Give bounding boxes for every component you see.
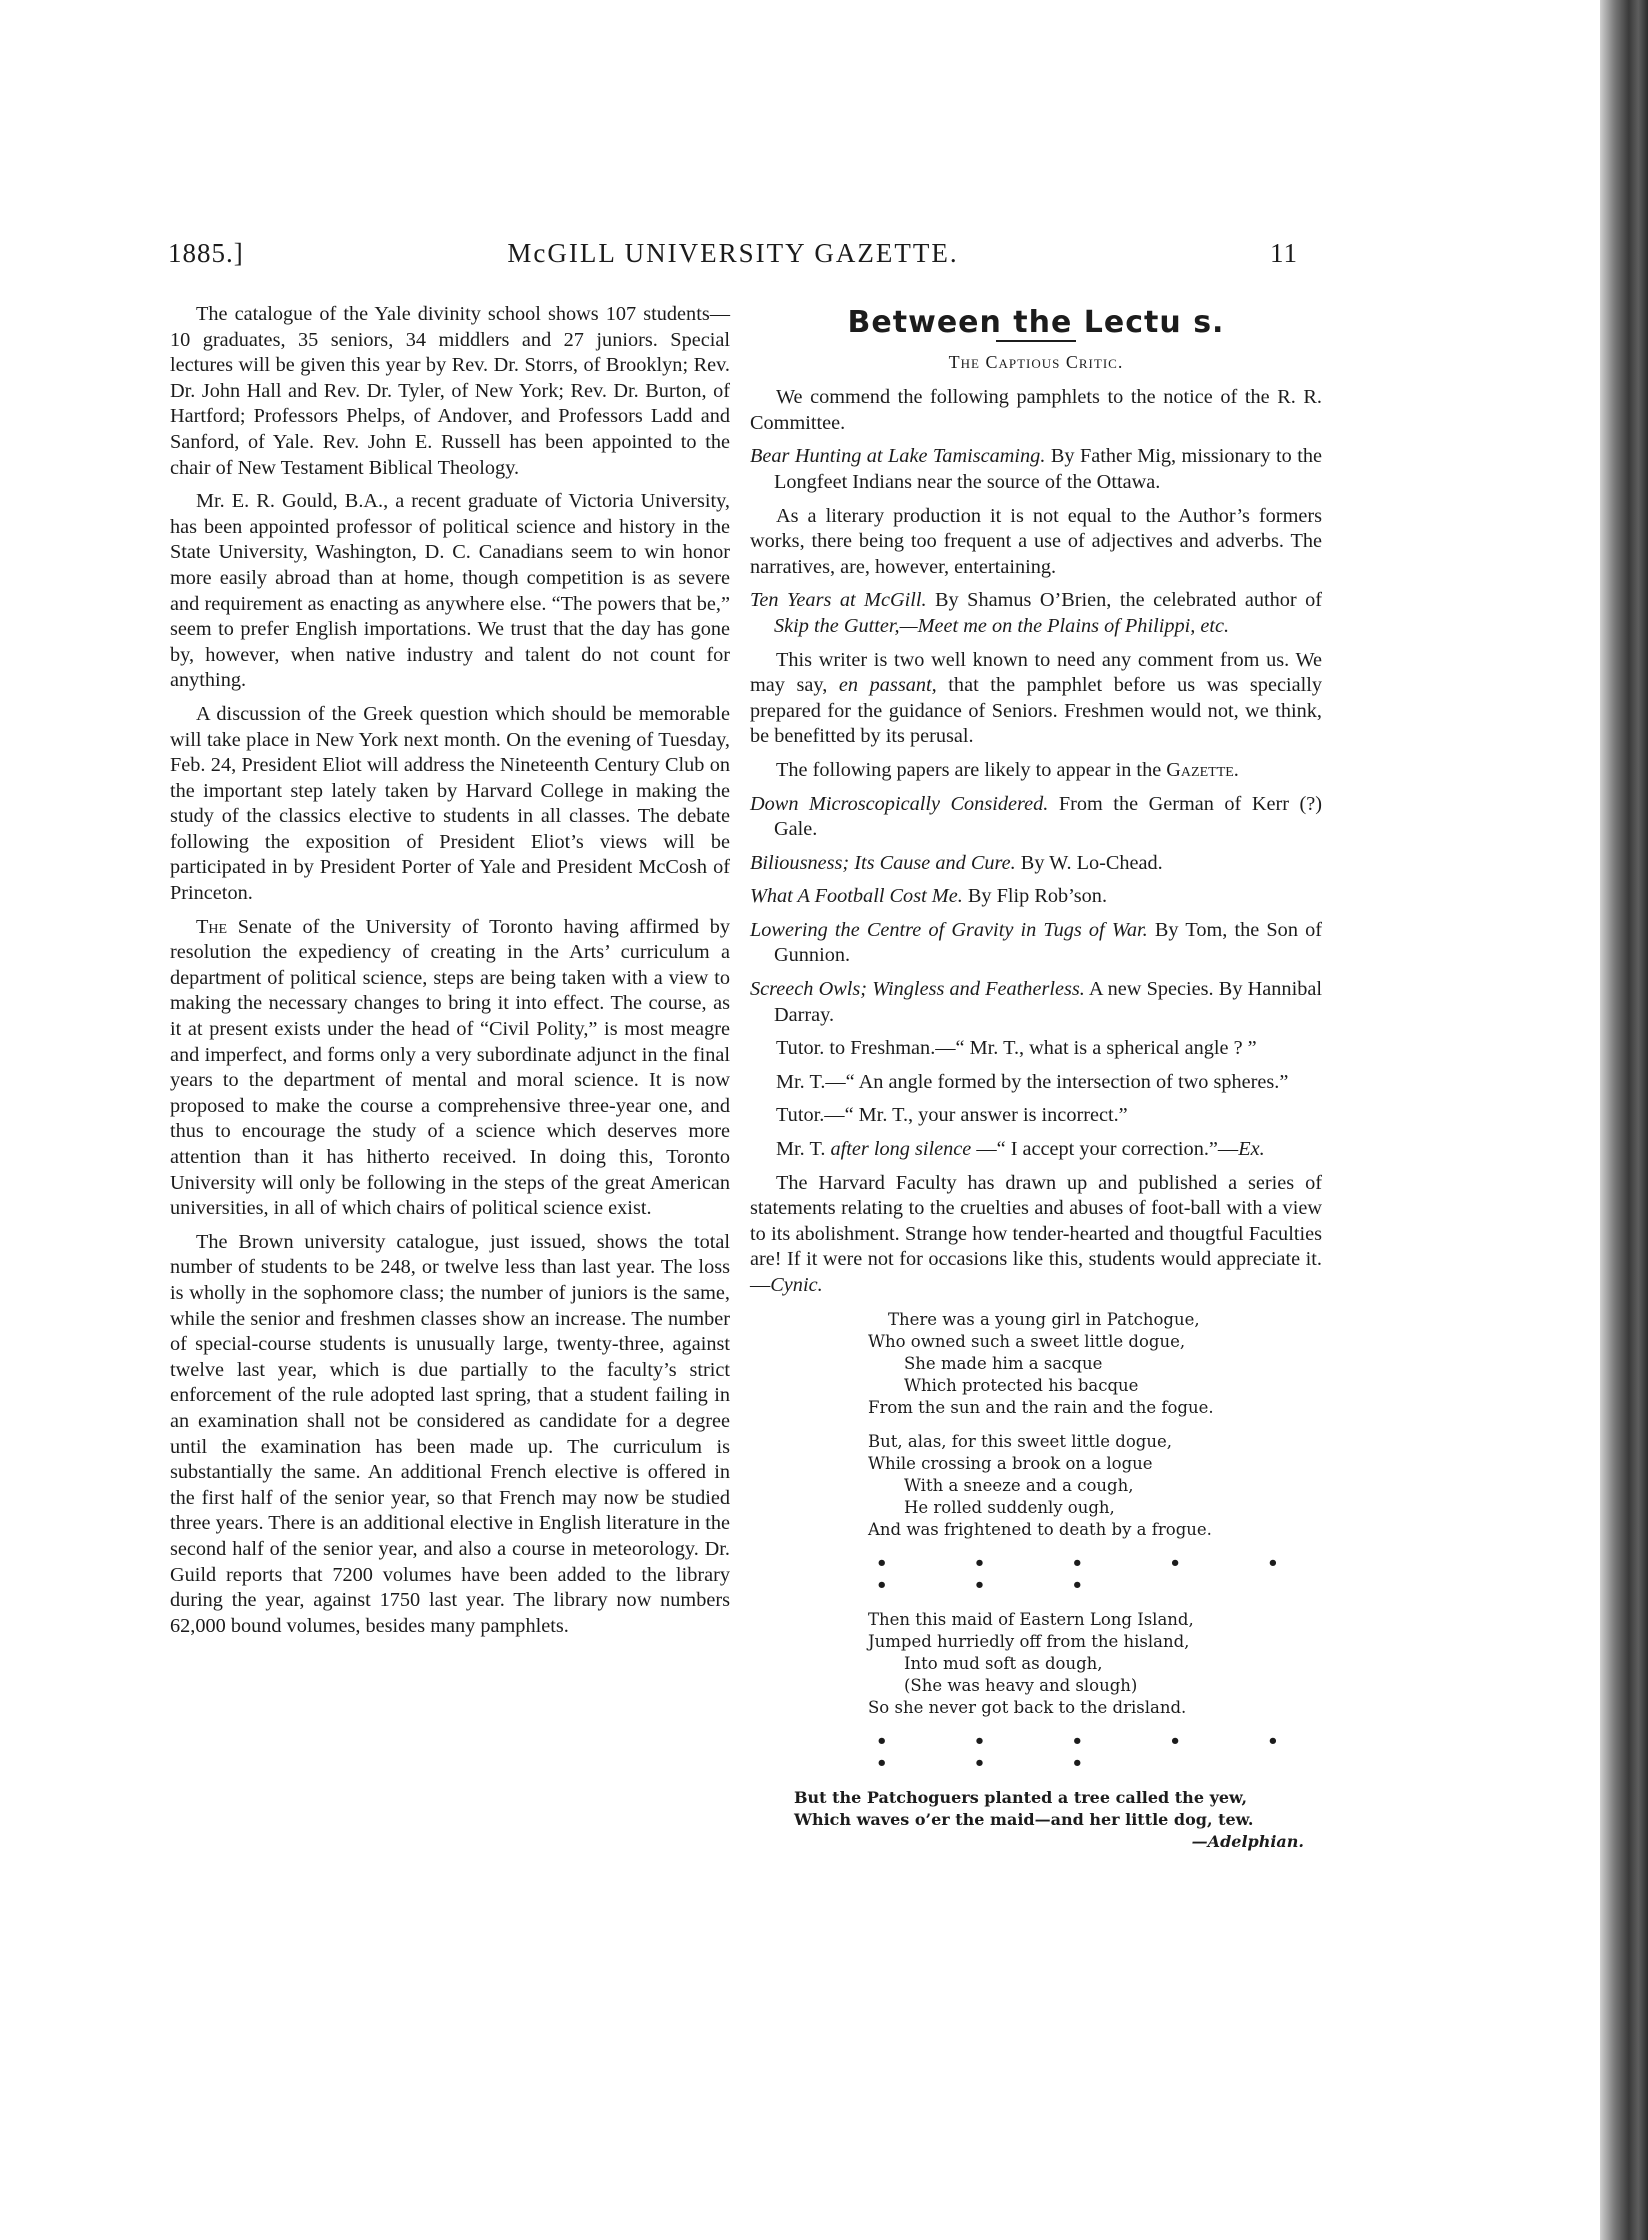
pamphlet-title: Bear Hunting at Lake Tamiscaming.: [750, 445, 1046, 468]
tutor-text: Mr. T.: [776, 1138, 831, 1161]
paper-title: Down Microscopically Considered.: [750, 792, 1049, 815]
papers-intro: [750, 758, 1322, 784]
tutor-italic: after long silence: [830, 1138, 972, 1161]
poem-line: Who owned such a sweet little dogue,: [868, 1331, 1186, 1351]
tutor-line-4: [750, 1137, 1322, 1163]
right-column: [750, 302, 1322, 1853]
paper-biliousness: [750, 851, 1322, 877]
header-year: 1885.]: [168, 238, 244, 268]
paragraph-gould: Mr. E. R. Gould, B.A., a recent graduate of Victoria University, has been appointed professor of political science and history in the State University, Washington, D. C. Canadians seem to win honor more easily abroad than at home, though competition is as severe and requirement as enacting as anywhere else. “The powers that be,” seem to prefer English importations. We trust that the day has gone by, however, when native industry and talent do not count for anything.: [170, 490, 730, 692]
paragraph-toronto: [170, 915, 730, 1222]
paper-text: From the German of Kerr (?) Gale.: [774, 792, 1322, 841]
tutor-source: Ex.: [1238, 1138, 1265, 1161]
paragraph-brown: The Brown university catalogue, just issued, shows the total number of students to be 248, or twelve less than last year. The loss is wholly in the sophomore class; the number of juniors is the same, while the senior and freshmen classes show an increase. The number of special-course students is unusually large, twenty-three, against twelve last year, which is due partially to the faculty’s strict enforcement of the rule adopted last spring, that a student failing in an examination shall not be considered as candidate for a degree until the examination has been made up. The curriculum is substantially the same. An additional French elective is offered in the first half of the senior year, so that French may now be studied three years. There is an additional elective in English literature in the second half of the senior year, and also a course in meteorology. Dr. Guild reports that 7200 volumes have been added to the library during the year, against 1750 last year. The library now numbers 62,000 bound volumes, besides many pamphlets.: [170, 1230, 730, 1637]
papers-text: The following papers are likely to appear in the: [776, 758, 1167, 781]
pamphlet-bear-hunting: [750, 444, 1322, 495]
poem-line: But, alas, for this sweet little dogue,: [868, 1431, 1172, 1451]
poem-stanza-3: [868, 1609, 1322, 1719]
paper-title: Biliousness; Its Cause and Cure.: [750, 851, 1016, 874]
paper-text: By W. Lo-Chead.: [1015, 851, 1163, 874]
paragraph-yale: The catalogue of the Yale divinity school shows 107 students—10 graduates, 35 seniors, 34 middlers and 27 juniors. Special lectures will be given this year by Rev. Dr. Storrs, of Brooklyn; Rev. Dr. John Hall and Rev. Dr. Tyler, of New York; Rev. Dr. Burton, of Hartford; Professors Phelps, of Andover, and Professors Ladd and Sanford, of Yale. Rev. John E. Russell has been appointed to the chair of New Testament Biblical Theology.: [170, 303, 730, 479]
poem-closing: [750, 1787, 1322, 1853]
left-column: [170, 302, 730, 1647]
closing-line-1: But the Patchoguers planted a tree called the yew,: [794, 1787, 1248, 1807]
dot-separator: • • • • • • • •: [876, 1730, 1319, 1774]
poem-line: Then this maid of Eastern Long Island,: [868, 1609, 1194, 1629]
pamphlet-works: Skip the Gutter,—Meet me on the Plains of Philippi, etc.: [774, 614, 1230, 637]
poem-line: Into mud soft as dough,: [904, 1653, 1103, 1673]
dot-separator: • • • • • • • •: [876, 1552, 1319, 1596]
tutor-line-1: Tutor. to Freshman.—“ Mr. T., what is a spherical angle ? ”: [776, 1037, 1257, 1060]
paper-screech-owls: [750, 977, 1322, 1028]
paper-text: By Tom, the Son of Gunnion.: [774, 918, 1323, 967]
writer-italic: en passant,: [838, 674, 937, 697]
papers-gazette: Gazette.: [1166, 758, 1239, 781]
paper-title: Lowering the Centre of Gravity in Tugs of War.: [750, 918, 1148, 941]
paragraph-greek-question: A discussion of the Greek question which should be memorable will take place in New York next month. On the evening of Tuesday, Feb. 24, President Eliot will address the Nineteenth Century Club on the important step lately taken by Harvard College in making the study of the classics elective to students in all classes. The debate following the exposition of President Eliot’s views will be participated in by President Porter of Yale and President McCosh of Princeton.: [170, 702, 730, 905]
poem-line: She made him a sacque: [904, 1353, 1103, 1373]
poem-line: (She was heavy and slough): [904, 1675, 1138, 1695]
poem-line: With a sneeze and a cough,: [904, 1475, 1134, 1495]
harvard-text: The Harvard Faculty has drawn up and published a series of statements relating to the cruelties and abuses of foot-ball with a view to its abolishment. Strange how tender-hearted and thougtful Faculties are! If it were not for occasions like this, students would appreciate it.—: [750, 1171, 1322, 1296]
pamphlet-text: By Father Mig, missionary to the Longfeet Indians near the source of the Ottawa.: [774, 445, 1323, 493]
paper-text: By Flip Rob’son.: [962, 885, 1108, 908]
header-page-number: 11: [1270, 238, 1298, 268]
tutor-text-end: —“ I accept your correction.”—: [971, 1138, 1239, 1161]
page-header: [168, 238, 1298, 278]
poem-line: Jumped hurriedly off from the hisland,: [868, 1631, 1190, 1651]
paper-football: [750, 884, 1322, 910]
poem-line: And was frightened to death by a frogue.: [868, 1519, 1212, 1539]
poem-line: He rolled suddenly ough,: [904, 1497, 1115, 1517]
paper-text: A new Species. By Hannibal Darray.: [774, 978, 1322, 1026]
paper-down: [750, 792, 1322, 843]
writer-text-end: that the pamphlet before us was specially prepared for the guidance of Seniors. Freshmen would not, we think, be benefitted by its perusal.: [750, 674, 1322, 748]
section-title: Between the Lectu s.: [847, 305, 1225, 340]
paper-title: Screech Owls; Wingless and Featherless.: [750, 978, 1085, 1001]
limerick-poem: [750, 1309, 1322, 1775]
tutor-line-3: Tutor.—“ Mr. T., your answer is incorrect.”: [776, 1104, 1128, 1127]
page-edge-shadow: [1600, 0, 1648, 2240]
intro-paragraph: We commend the following pamphlets to the notice of the R. R. Committee.: [750, 386, 1322, 434]
closing-line-2: Which waves o’er the maid—and her little dog, tew.: [794, 1809, 1254, 1829]
pamphlet-text: By Shamus O’Brien, the celebrated author of: [926, 589, 1322, 612]
pamphlet-title: Ten Years at McGill.: [750, 589, 927, 612]
poem-line: There was a young girl in Patchogue,: [888, 1309, 1200, 1329]
harvard-paragraph: [750, 1171, 1322, 1299]
poem-line: From the sun and the rain and the fogue.: [868, 1397, 1214, 1417]
poem-line: While crossing a brook on a logue: [868, 1453, 1153, 1473]
section-subtitle: The Captious Critic.: [948, 351, 1124, 372]
poem-stanza-1: [868, 1309, 1322, 1419]
header-title: McGILL UNIVERSITY GAZETTE.: [507, 238, 959, 268]
paper-lowering: [750, 918, 1322, 969]
poem-line: So she never got back to the drisland.: [868, 1697, 1187, 1717]
poem-stanza-2: [868, 1431, 1322, 1541]
bear-comment: As a literary production it is not equal to the Author’s formers works, there being too frequent a use of adjectives and adverbs. The narratives, are, however, entertaining.: [750, 504, 1322, 578]
lead-word: The: [196, 915, 228, 938]
poem-line: Which protected his bacque: [904, 1375, 1139, 1395]
poem-signature: —Adelphian.: [1191, 1831, 1304, 1851]
writer-comment: [750, 648, 1322, 750]
paragraph-toronto-text: Senate of the University of Toronto having affirmed by resolution the expediency of creating in the Arts’ curriculum a department of political science, steps are being taken with a view to making the necessary changes to bring it into effect. The course, as it at present exists under the head of “Civil Polity,” is most meagre and imperfect, and forms only a very subordinate adjunct in the final years to the department of mental and moral science. It is now proposed to make the course a comprehensive three-year one, and thus to encourage the study of a science which deserves more attention than it has hitherto received. In doing this, Toronto University will only be following in the steps of the great American universities, in all of which chairs of political science exist.: [170, 915, 730, 1220]
paper-title: What A Football Cost Me.: [750, 885, 963, 908]
writer-text: This writer is two well known to need any comment from us. We may say,: [750, 648, 1322, 697]
tutor-line-2: Mr. T.—“ An angle formed by the intersection of two spheres.”: [776, 1070, 1289, 1093]
harvard-signature: Cynic.: [770, 1274, 823, 1296]
pamphlet-ten-years: [750, 588, 1322, 639]
